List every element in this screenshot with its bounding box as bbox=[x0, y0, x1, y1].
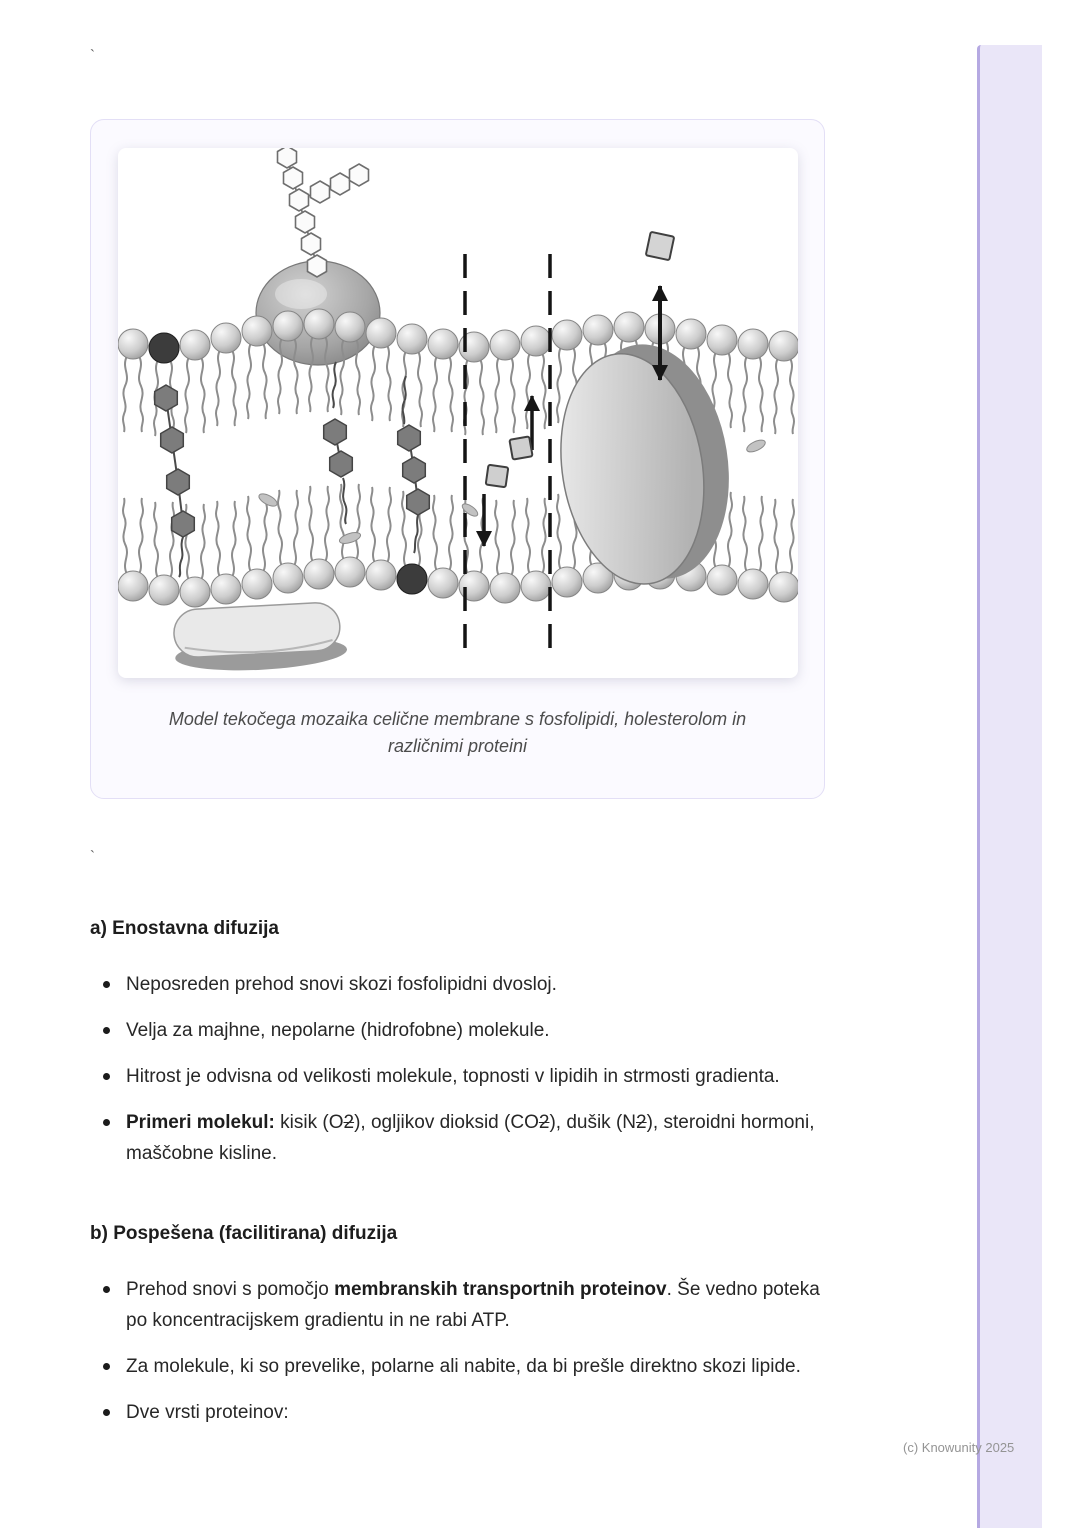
strikethrough-subscript: 2 bbox=[636, 1112, 647, 1133]
page-edge-strip bbox=[977, 45, 1042, 1528]
page-content bbox=[90, 0, 830, 1428]
section-b-list bbox=[90, 1274, 830, 1428]
list-item bbox=[90, 1015, 830, 1046]
peripheral-protein bbox=[173, 601, 348, 674]
bullet-text: Velja za majhne, nepolarne (hidrofobne) molekule. bbox=[126, 1020, 550, 1041]
strikethrough-subscript: 2 bbox=[538, 1112, 550, 1133]
section-a-heading: a) Enostavna difuzija bbox=[90, 918, 279, 939]
bullet-bold-text: Primeri molekul: bbox=[126, 1112, 275, 1133]
stray-backtick-top: ` bbox=[90, 47, 95, 64]
bullet-bold-text: membranskih transportnih proteinov bbox=[334, 1279, 667, 1300]
bullet-text: Dve vrsti proteinov: bbox=[126, 1402, 289, 1423]
cholesterol-chain-left bbox=[155, 385, 195, 577]
list-item bbox=[90, 1274, 830, 1336]
bullet-text: kisik (O bbox=[274, 1112, 344, 1133]
section-b-heading: b) Pospešena (facilitirana) difuzija bbox=[90, 1223, 398, 1244]
membrane-figure-svg bbox=[118, 148, 798, 678]
list-item bbox=[90, 1351, 830, 1382]
list-item bbox=[90, 1061, 830, 1092]
bullet-text: ), dušik (N bbox=[549, 1112, 637, 1133]
stray-backtick-mid: ` bbox=[90, 848, 95, 865]
figure-card bbox=[90, 119, 825, 799]
bullet-text: Neposreden prehod snovi skozi fosfolipidni dvosloj. bbox=[126, 974, 557, 995]
dark-head-bottom bbox=[397, 564, 427, 594]
section-a-list bbox=[90, 969, 830, 1169]
carbohydrate-chain bbox=[278, 148, 369, 277]
bullet-text: Hitrost je odvisna od velikosti molekule, topnosti v lipidih in strmosti gradienta. bbox=[126, 1066, 780, 1087]
list-item bbox=[90, 1397, 830, 1428]
list-item bbox=[90, 969, 830, 1000]
bullet-text: ), ogljikov dioksid (CO bbox=[354, 1112, 539, 1133]
copyright-watermark: (c) Knowunity 2025 bbox=[903, 1440, 1015, 1455]
bullet-text: . Še vedno poteka po koncentracijskem gradientu in ne rabi ATP. bbox=[126, 1279, 820, 1331]
bullet-text: Za molekule, ki so prevelike, polarne ali nabite, da bi prešle direktno skozi lipide. bbox=[126, 1356, 801, 1377]
list-item bbox=[90, 1107, 830, 1169]
figure-caption: Model tekočega mozaika celične membrane s fosfolipidi, holesterolom in različnimi proteini bbox=[168, 709, 747, 756]
membrane-illustration bbox=[118, 148, 798, 678]
bullet-text: Prehod snovi s pomočjo bbox=[126, 1279, 335, 1300]
strikethrough-subscript: 2 bbox=[343, 1112, 355, 1133]
bullet-text: ), steroidni hormoni, maščobne kisline. bbox=[126, 1112, 815, 1164]
dark-head-top bbox=[149, 333, 179, 363]
